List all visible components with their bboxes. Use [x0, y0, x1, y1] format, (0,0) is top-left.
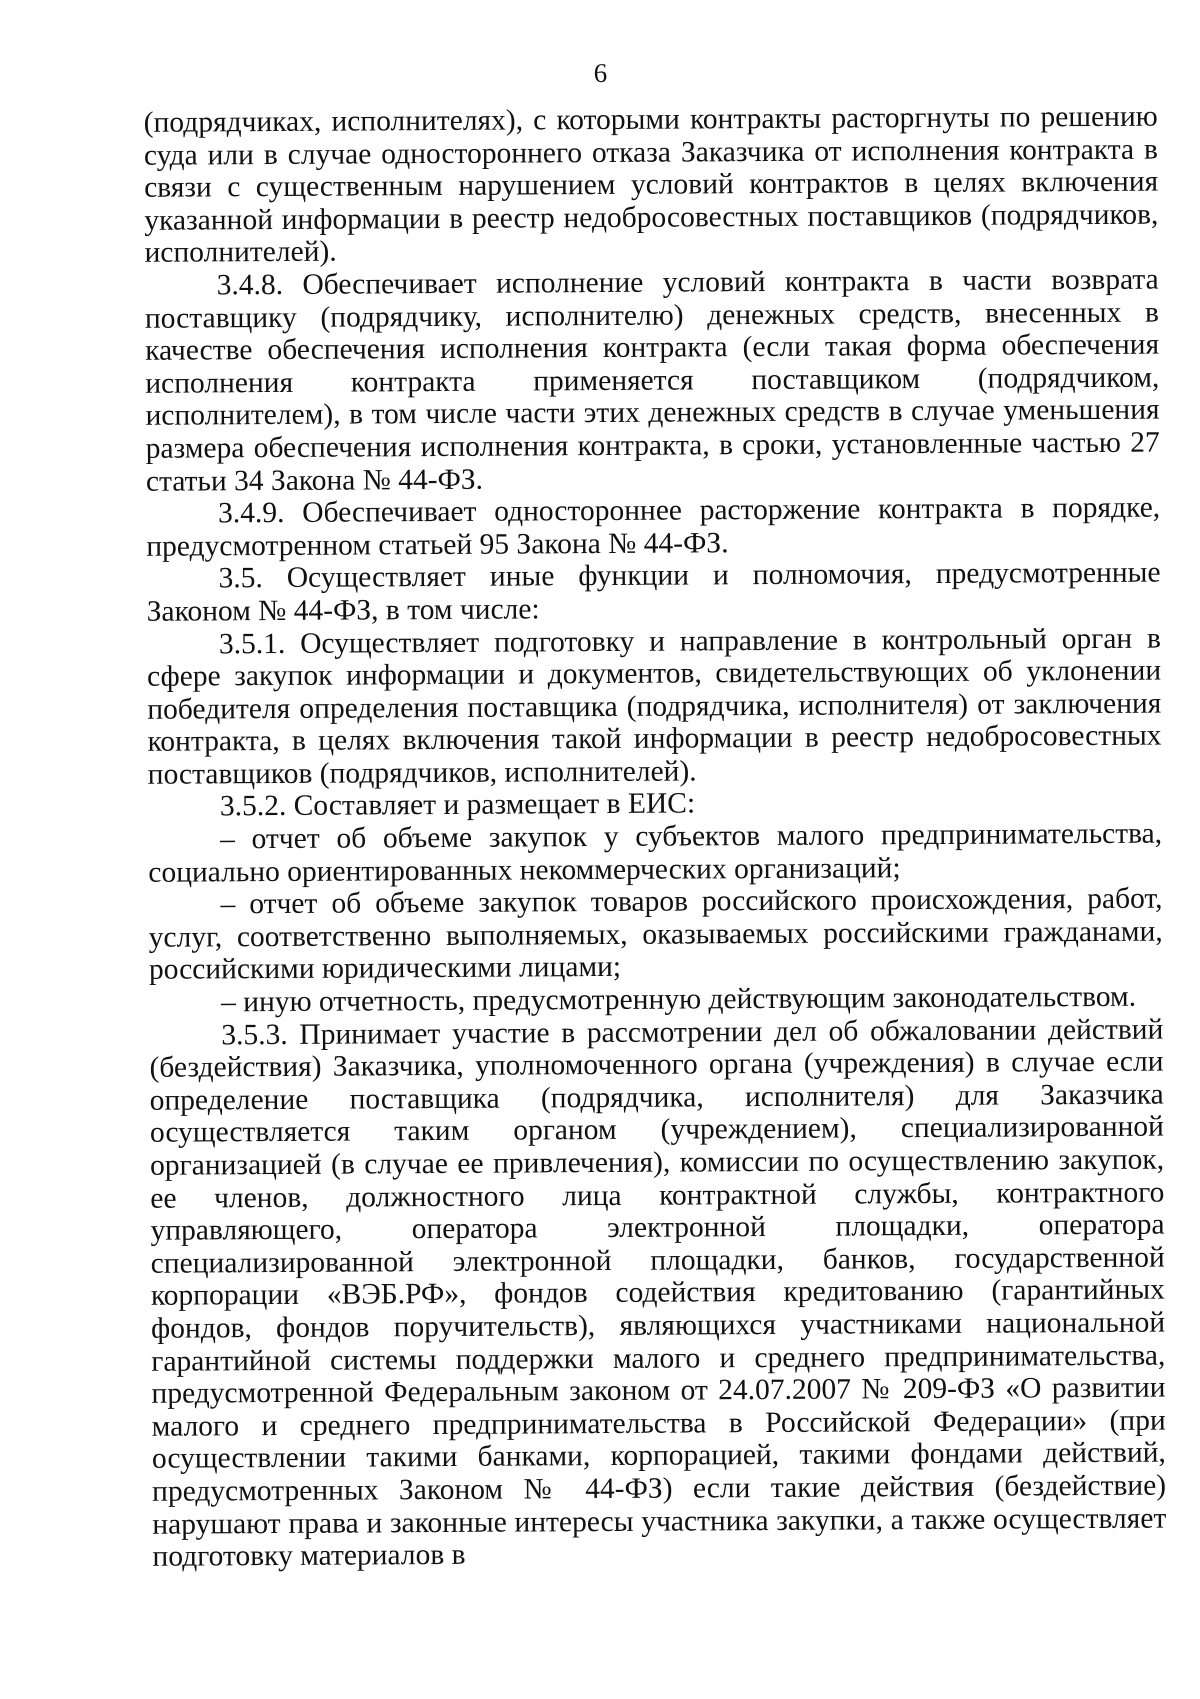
paragraph-3-4-8: 3.4.8. Обеспечивает исполнение условий контракта в части возврата поставщику (подрядчику, исполнителю) денежных средств, внесенных в качестве обеспечения исполнения контракта (если такая форма обеспечения исполнения контракта применяется поставщиком (подрядчиком, исполнителем), в том числе части этих денежных средств в случае уменьшения размера обеспечения исполнения контракта, в сроки, установленные частью 27 статьи 34 Закона № 44-ФЗ. [144, 263, 1160, 498]
paragraph-3-5: 3.5. Осуществляет иные функции и полномочия, предусмотренные Законом № 44-ФЗ, в том числе: [146, 556, 1161, 628]
paragraph-3-5-3: 3.5.3. Принимает участие в рассмотрении дел об обжаловании действий (бездействия) Заказчика, уполномоченного органа (учреждения) в случае если определение поставщика (подрядчика, исполнителя) для Заказчика осуществляется таким органом (учреждением), специализированной организацией (в случае ее привлечения), комиссии по осуществлению закупок, ее членов, должностного лица контрактной службы, контрактного управляющего, оператора электронной площадки, оператора специализированной электронной площадки, банков, государственной корпорации «ВЭБ.РФ», фондов содействия кредитованию (гарантийных фондов, фондов поручительств), являющихся участниками национальной гарантийной системы поддержки малого и среднего предпринимательства, предусмотренной Федеральным законом от 24.07.2007 № 209-ФЗ «О развитии малого и среднего предпринимательства в Российской Федерации» (при осуществлении такими банками, корпорацией, такими фондами действий, предусмотренных Законом № 44-ФЗ) если такие действия (бездействие) нарушают права и законные интересы участника закупки, а также осуществляет подготовку материалов в [149, 1013, 1167, 1573]
paragraph-3-4-9: 3.4.9. Обеспечивает одностороннее расторжение контракта в порядке, предусмотренном статьей 95 Закона № 44-ФЗ. [146, 491, 1161, 563]
document-body [144, 101, 1167, 1574]
paragraph-continuation: (подрядчиках, исполнителях), с которыми контракты расторгнуты по решению суда или в случае одностороннего отказа Заказчика от исполнения контракта в связи с существенным нарушением условий контрактов в целях включения указанной информации в реестр недобросовестных поставщиков (подрядчиков, исполнителей). [143, 100, 1159, 270]
list-item-report-small-business: – отчет об объеме закупок у субъектов малого предпринимательства, социально ориентированных некоммерческих организаций; [148, 817, 1163, 889]
paragraph-3-5-2: 3.5.2. Составляет и размещает в ЕИС: [219, 787, 696, 823]
list-item-report-russian-origin: – отчет об объеме закупок товаров российского происхождения, работ, услуг, соответственно выполняемых, оказываемых российскими гражданами, российскими юридическими лицами; [148, 882, 1163, 987]
page-number: 6 [593, 57, 608, 89]
paragraph-3-5-1: 3.5.1. Осуществляет подготовку и направление в контрольный орган в сфере закупок информации и документов, свидетельствующих об уклонении победителя определения поставщика (подрядчика, исполнителя) от заключения контракта, в целях включения такой информации в реестр недобросовестных поставщиков (подрядчиков, исполнителей). [147, 622, 1162, 791]
list-item-other-reporting: – иную отчетность, предусмотренную действующим законодательством. [221, 980, 1137, 1019]
